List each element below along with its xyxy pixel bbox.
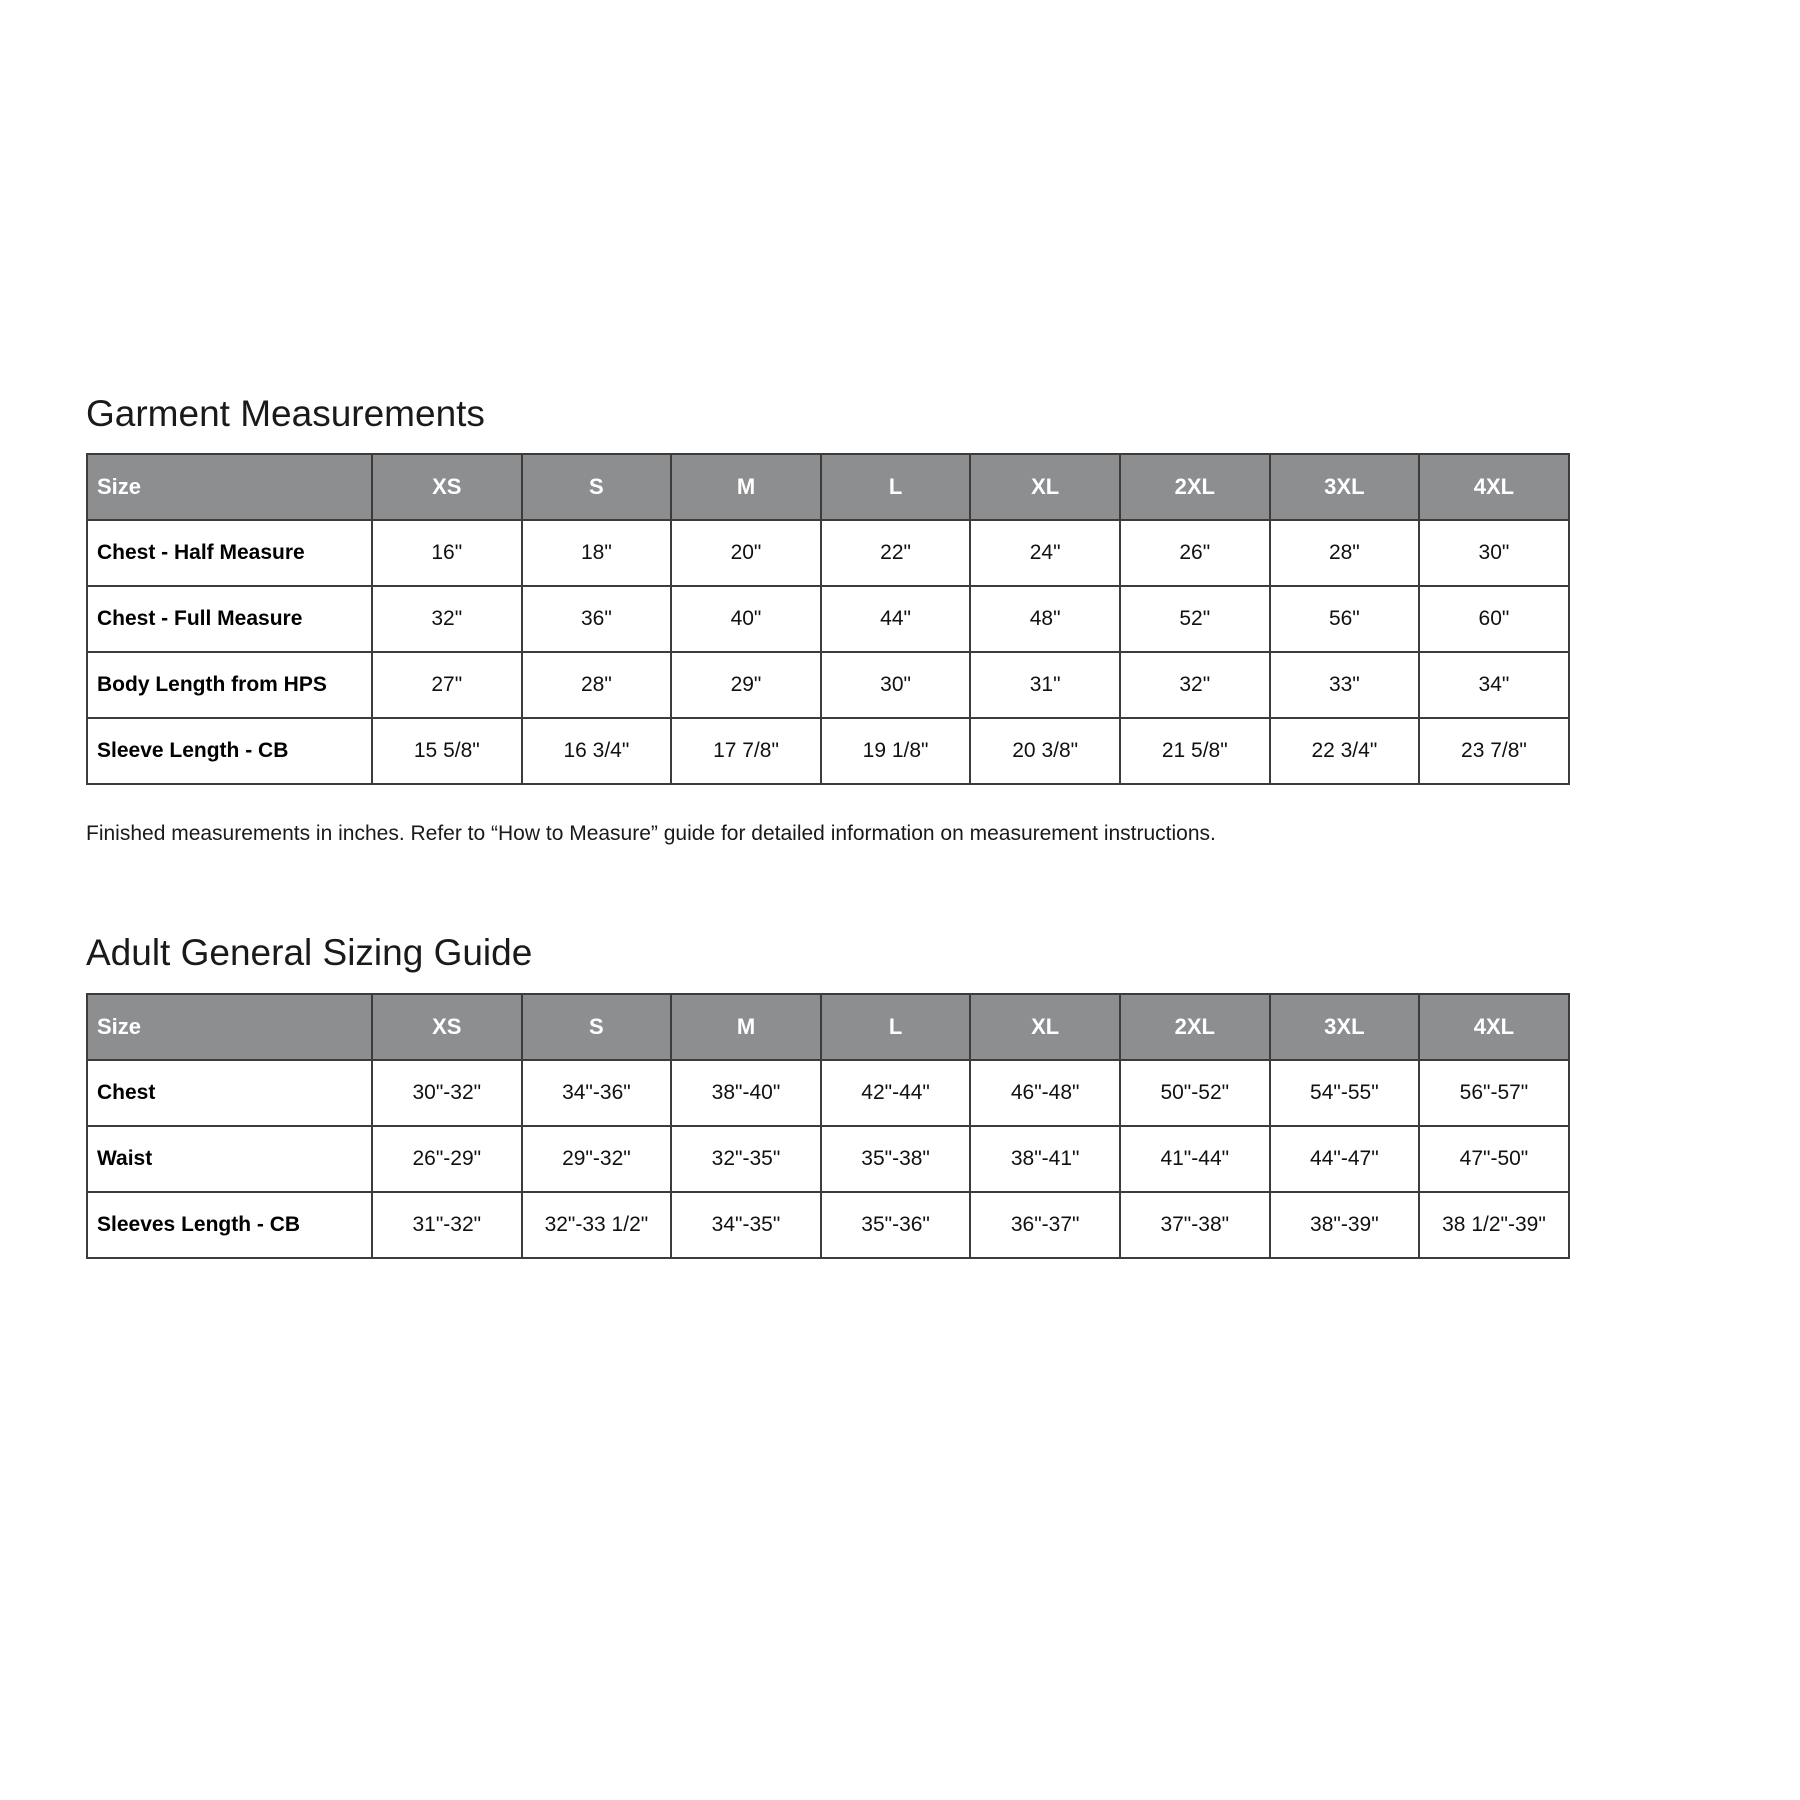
table-cell: 36"-37" [970, 1192, 1120, 1258]
table-cell: 38"-41" [970, 1126, 1120, 1192]
table-cell: 44"-47" [1270, 1126, 1420, 1192]
table-cell: 36" [522, 586, 672, 652]
size-header-cell: 3XL [1270, 994, 1420, 1060]
table-cell: 37"-38" [1120, 1192, 1270, 1258]
table-cell: 34"-36" [522, 1060, 672, 1126]
table-row [87, 718, 1569, 784]
table-cell: 50"-52" [1120, 1060, 1270, 1126]
row-label: Sleeve Length - CB [87, 718, 372, 784]
table-cell: 34"-35" [671, 1192, 821, 1258]
adult-sizing-guide-table [86, 993, 1570, 1259]
adult-sizing-guide-title: Adult General Sizing Guide [86, 932, 533, 973]
table-cell: 28" [1270, 520, 1420, 586]
table-row [87, 520, 1569, 586]
table-cell: 47"-50" [1419, 1126, 1569, 1192]
table-cell: 26" [1120, 520, 1270, 586]
size-header-cell: 2XL [1120, 454, 1270, 520]
table-cell: 38 1/2"-39" [1419, 1192, 1569, 1258]
row-label: Waist [87, 1126, 372, 1192]
size-header-cell: L [821, 454, 971, 520]
size-header-cell: Size [87, 994, 372, 1060]
size-header-cell: XS [372, 994, 522, 1060]
table-cell: 60" [1419, 586, 1569, 652]
garment-measurements-title: Garment Measurements [86, 393, 485, 434]
table-cell: 54"-55" [1270, 1060, 1420, 1126]
table-cell: 17 7/8" [671, 718, 821, 784]
table-cell: 23 7/8" [1419, 718, 1569, 784]
row-label: Body Length from HPS [87, 652, 372, 718]
table-cell: 18" [522, 520, 672, 586]
size-header-cell: XL [970, 454, 1120, 520]
garment-measurements-table [86, 453, 1570, 785]
row-label: Chest [87, 1060, 372, 1126]
table-cell: 42"-44" [821, 1060, 971, 1126]
table-header-row [87, 994, 1569, 1060]
table-cell: 40" [671, 586, 821, 652]
table-cell: 15 5/8" [372, 718, 522, 784]
table-cell: 56" [1270, 586, 1420, 652]
size-header-cell: S [522, 994, 672, 1060]
table-cell: 19 1/8" [821, 718, 971, 784]
table-row [87, 652, 1569, 718]
table-cell: 33" [1270, 652, 1420, 718]
table-cell: 38"-40" [671, 1060, 821, 1126]
table-cell: 35"-38" [821, 1126, 971, 1192]
row-label: Chest - Full Measure [87, 586, 372, 652]
table-row [87, 586, 1569, 652]
size-header-cell: 4XL [1419, 994, 1569, 1060]
table-cell: 27" [372, 652, 522, 718]
row-label: Sleeves Length - CB [87, 1192, 372, 1258]
table-row [87, 1126, 1569, 1192]
table-header-row [87, 454, 1569, 520]
table-row [87, 1060, 1569, 1126]
size-header-cell: Size [87, 454, 372, 520]
table-cell: 30" [821, 652, 971, 718]
size-header-cell: M [671, 994, 821, 1060]
table-cell: 30" [1419, 520, 1569, 586]
table-cell: 26"-29" [372, 1126, 522, 1192]
table-cell: 24" [970, 520, 1120, 586]
table-cell: 56"-57" [1419, 1060, 1569, 1126]
table-cell: 32"-35" [671, 1126, 821, 1192]
table-cell: 38"-39" [1270, 1192, 1420, 1258]
table-cell: 29" [671, 652, 821, 718]
size-header-cell: M [671, 454, 821, 520]
table-cell: 30"-32" [372, 1060, 522, 1126]
table-cell: 52" [1120, 586, 1270, 652]
table-cell: 28" [522, 652, 672, 718]
table-cell: 21 5/8" [1120, 718, 1270, 784]
table-cell: 22" [821, 520, 971, 586]
table-cell: 32" [372, 586, 522, 652]
size-header-cell: 3XL [1270, 454, 1420, 520]
table-cell: 20 3/8" [970, 718, 1120, 784]
table-cell: 16 3/4" [522, 718, 672, 784]
table-cell: 31" [970, 652, 1120, 718]
table-cell: 31"-32" [372, 1192, 522, 1258]
table-cell: 32" [1120, 652, 1270, 718]
table-cell: 29"-32" [522, 1126, 672, 1192]
table-cell: 20" [671, 520, 821, 586]
measurements-footnote: Finished measurements in inches. Refer to “How to Measure” guide for detailed information on measurement instructions. [86, 822, 1216, 845]
table-cell: 46"-48" [970, 1060, 1120, 1126]
table-cell: 44" [821, 586, 971, 652]
size-header-cell: 2XL [1120, 994, 1270, 1060]
table-row [87, 1192, 1569, 1258]
row-label: Chest - Half Measure [87, 520, 372, 586]
size-header-cell: XL [970, 994, 1120, 1060]
table-cell: 48" [970, 586, 1120, 652]
size-header-cell: S [522, 454, 672, 520]
table-cell: 16" [372, 520, 522, 586]
table-cell: 32"-33 1/2" [522, 1192, 672, 1258]
size-header-cell: L [821, 994, 971, 1060]
table-cell: 34" [1419, 652, 1569, 718]
table-cell: 35"-36" [821, 1192, 971, 1258]
table-cell: 22 3/4" [1270, 718, 1420, 784]
size-header-cell: 4XL [1419, 454, 1569, 520]
table-cell: 41"-44" [1120, 1126, 1270, 1192]
size-header-cell: XS [372, 454, 522, 520]
